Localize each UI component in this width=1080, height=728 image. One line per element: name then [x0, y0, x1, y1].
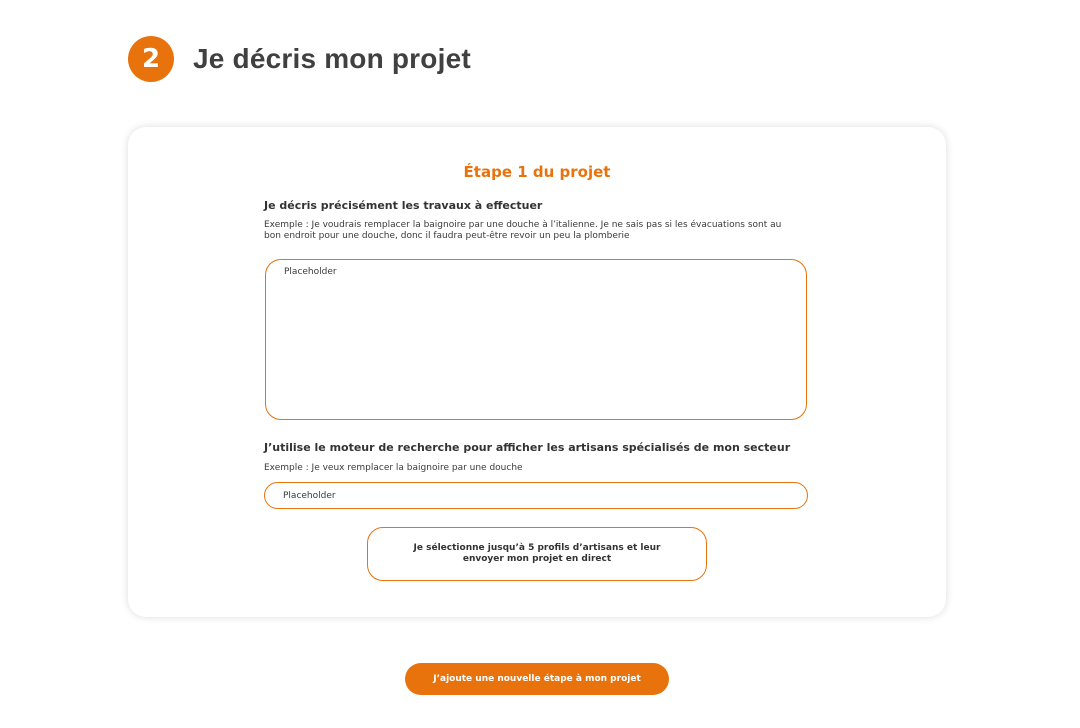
step-number-badge: 2 — [128, 36, 174, 82]
project-description-textarea[interactable] — [265, 259, 807, 420]
select-artisans-button-label: Je sélectionne jusqu’à 5 profils d’artisans et leur envoyer mon projet en direct — [413, 543, 661, 564]
step-header — [128, 36, 471, 82]
page-title: Je décris mon projet — [193, 43, 471, 74]
select-artisans-button[interactable] — [367, 527, 707, 581]
project-step-card — [128, 127, 946, 617]
search-example: Exemple : Je veux remplacer la baignoire par une douche — [264, 463, 523, 473]
add-step-button[interactable] — [405, 663, 669, 695]
card-title: Étape 1 du projet — [463, 163, 611, 181]
description-example-line1: Exemple : Je voudrais remplacer la baignoire par une douche à l’italienne. Je ne sais pas si les évacuations sont au — [264, 220, 782, 230]
artisan-search-input[interactable] — [264, 482, 808, 509]
description-example-line2: bon endroit pour une douche, donc il faudra peut-être revoir un peu la plomberie — [264, 231, 630, 241]
description-label: Je décris précisément les travaux à effectuer — [264, 199, 543, 212]
description-example — [264, 220, 781, 242]
search-label: J’utilise le moteur de recherche pour afficher les artisans spécialisés de mon secteur — [264, 441, 791, 454]
add-step-button-label: J’ajoute une nouvelle étape à mon projet — [433, 674, 641, 684]
